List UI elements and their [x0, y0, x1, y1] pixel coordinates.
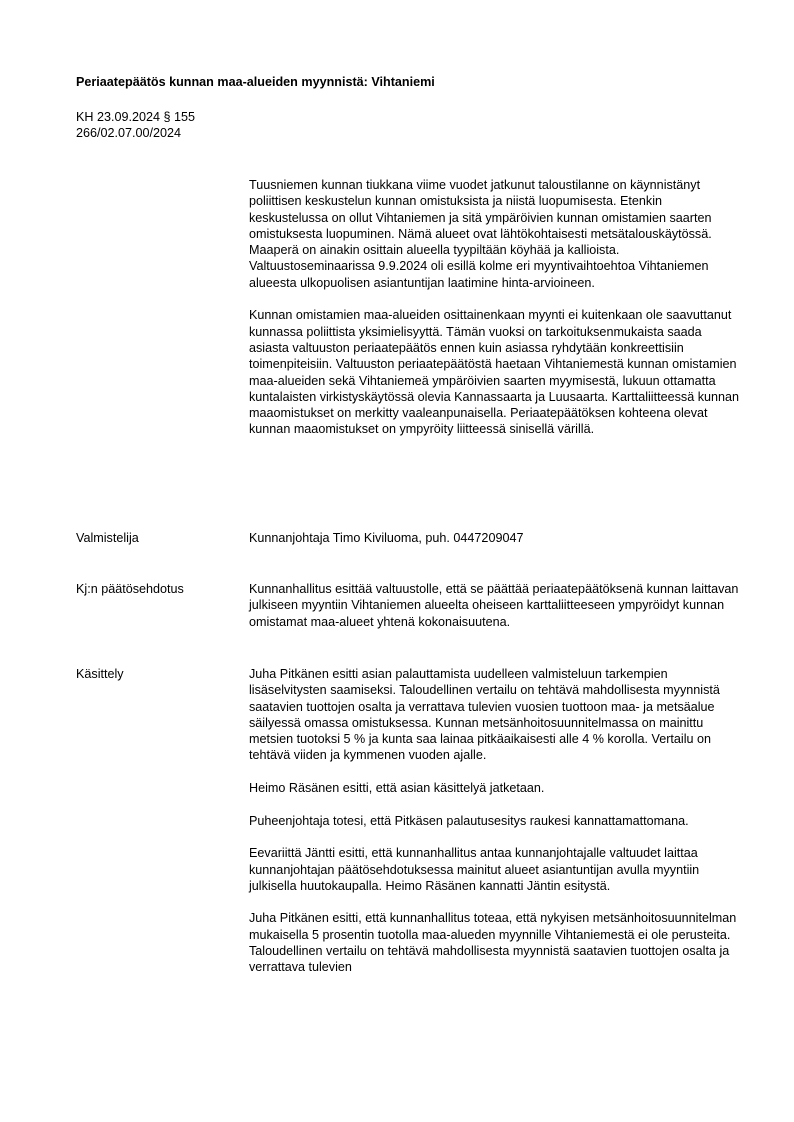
kasittely-label: Käsittely [76, 667, 124, 681]
ehdotus-label: Kj:n päätösehdotus [76, 582, 184, 596]
document-title: Periaatepäätös kunnan maa-alueiden myynnistä: Vihtaniemi [76, 75, 435, 89]
record-number: 266/02.07.00/2024 [76, 126, 182, 141]
ehdotus-text: Kunnanhallitus esittää valtuustolle, että se päättää periaatepäätöksenä kunnan laittavan julkiseen myyntiin Vihtaniemen alueelta oheiseen karttaliitteeseen ympyröidyt kunnan omistamat maa-alueet yhtenä kokonaisuutena. [249, 582, 739, 629]
valmistelija-section [249, 530, 744, 546]
kasittely-paragraph: Juha Pitkänen esitti, että kunnanhallitus toteaa, että nykyisen metsänhoitosuunnitelman mukaisella 5 prosentin tuotolla maa-alueden myynnille Vihtaniemestä ei ole perusteita. Taloudellinen vertailu on tehtävä mahdollisesta myynnistä saatavien tuottojen osalta ja verrattava tulevien [249, 911, 737, 975]
intro-paragraph: Tuusniemen kunnan tiukkana viime vuodet jatkunut taloustilanne on käynnistänyt poliittisen keskustelun kunnan omistuksista ja niistä luopumisesta. Etenkin keskustelussa on ollut Vihtaniemen ja sitä ympäröivien kunnan omistamien saarten omistuksesta luopuminen. Nämä alueet ovat lähtökohtaisesti metsätalouskäytössä. Maaperä on ainakin osittain alueella tyypiltään köyhää ja kallioista. Valtuustoseminaarissa 9.9.2024 oli esillä kolme eri myyntivaihtoehtoa Vihtaniemen alueesta ulkopuolisen asiantuntijan laatimine hinta-arvioineen. [249, 178, 712, 290]
kasittely-paragraph: Eevariittä Jäntti esitti, että kunnanhallitus antaa kunnanjohtajalle valtuudet laittaa kunnanjohtajan päätösehdotuksessa mainitut alueet asiantuntijan avulla myyntiin julkisella huutokaupalla. Heimo Räsänen kannatti Jäntin esitystä. [249, 846, 700, 893]
meeting-reference: KH 23.09.2024 § 155 [76, 110, 196, 124]
kasittely-paragraph: Heimo Räsänen esitti, että asian käsittelyä jatketaan. [249, 781, 545, 796]
ehdotus-section [249, 581, 744, 630]
kasittely-section [249, 666, 744, 976]
valmistelija-text: Kunnanjohtaja Timo Kiviluoma, puh. 0447209047 [249, 531, 524, 545]
intro-paragraph: Kunnan omistamien maa-alueiden osittainenkaan myynti ei kuitenkaan ole saavuttanut kunnassa poliittista yksimielisyyttä. Tämän vuoksi on tarkoituksenmukaista saada asiasta valtuuston periaatepäätös ennen kuin asiassa ryhdytään konkreettisiin toimenpiteisiin. Valtuuston periaatepäätöstä haetaan Vihtaniemestä kunnan omistamien maa-alueiden sekä Vihtaniemeä ympäröivien saarten myymisestä, lukuun ottamatta kuntalaisten virkistyskäytössä olevia Kannassaarta ja Luusaarta. Karttaliitteessä kunnan maaomistukset on merkitty vaaleanpunaisella. Periaatepäätöksen kohteena olevat kunnan maaomistukset on ympyröity liitteessä sinisellä värillä. [249, 308, 740, 437]
kasittely-paragraph: Puheenjohtaja totesi, että Pitkäsen palautusesitys raukesi kannattamattomana. [249, 813, 689, 828]
intro-section [249, 177, 744, 454]
document-meta [76, 109, 195, 142]
valmistelija-label: Valmistelija [76, 531, 139, 545]
kasittely-paragraph: Juha Pitkänen esitti asian palauttamista uudelleen valmisteluun tarkempien lisäselvitysten saamiseksi. Taloudellinen vertailu on tehtävä mahdollisesta myynnistä saatavien tuottojen osalta ja verrattava tulevien vuosien tuottoon maa- ja metsäalue säilyessä omassa omistuksessa. Kunnan metsänhoitosuunnitelmassa on mainittu metsien tuotoksi 5 % ja kunta saa lainaa pitkäaikaisesti alle 4 % korolla. Vertailu on tehtävä viiden ja kymmenen vuoden ajalle. [249, 667, 720, 763]
